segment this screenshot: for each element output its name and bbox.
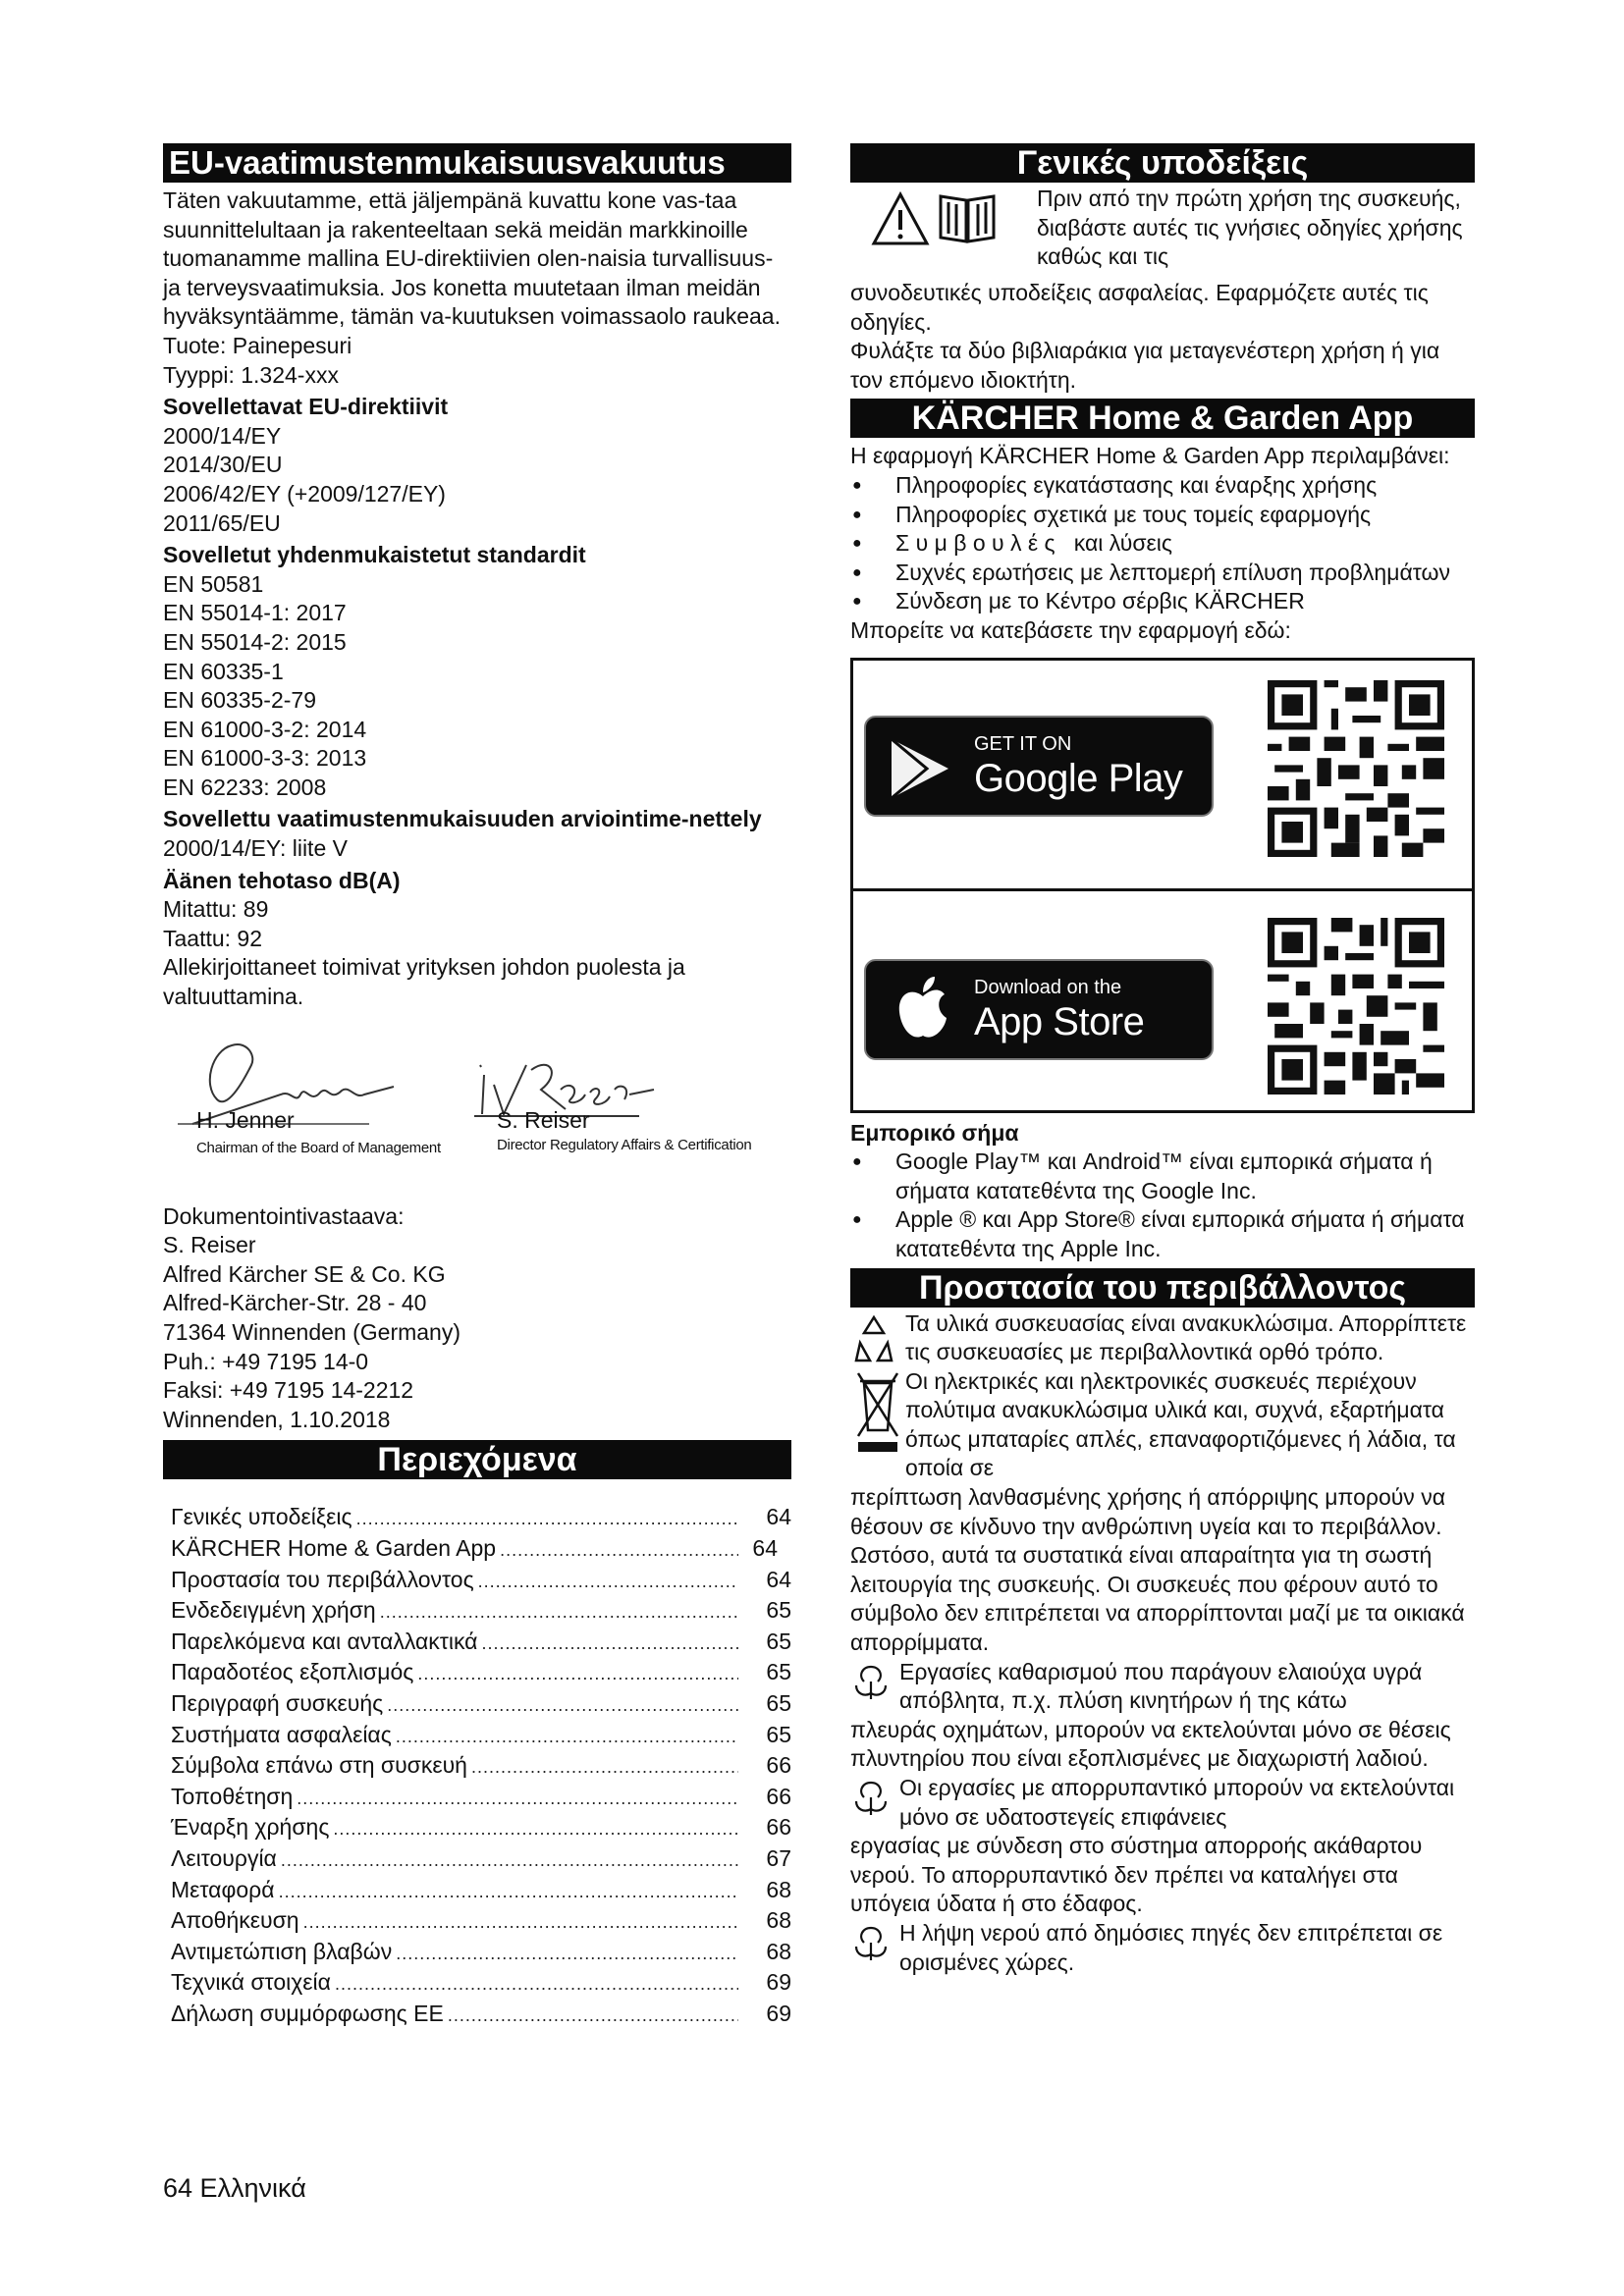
- google-play-small-text: GET IT ON: [974, 732, 1072, 755]
- sound-guaranteed: Taattu: 92: [163, 925, 263, 951]
- general-notes-continued: συνοδευτικές υποδείξεις ασφαλείας. Εφαρμόζετε αυτές τις οδηγίες.: [850, 280, 1429, 335]
- toc-entry[interactable]: [163, 1628, 791, 1659]
- toc-entry-page: 67: [766, 1844, 791, 1871]
- contact-line: Alfred Kärcher SE & Co. KG: [163, 1260, 446, 1287]
- directive-item: 2011/65/EU: [163, 509, 281, 536]
- toc-entry-title: Αποθήκευση: [171, 1907, 299, 1934]
- toc-entry-page: 65: [766, 1721, 791, 1747]
- toc-entry[interactable]: [163, 1876, 791, 1907]
- directives-heading: Sovellettavat EU-direktiivit: [163, 394, 449, 420]
- toc-leader: [500, 1534, 738, 1566]
- app-store-small-text: Download on the: [974, 976, 1122, 998]
- contact-line: Alfred-Kärcher-Str. 28 - 40: [163, 1290, 427, 1316]
- sound-measured: Mitattu: 89: [163, 896, 269, 923]
- assessment-value: 2000/14/EY: liite V: [163, 835, 348, 862]
- directive-item: 2006/42/EY (+2009/127/EY): [163, 480, 446, 507]
- toc-leader: [417, 1658, 738, 1689]
- toc-leader: [356, 1503, 738, 1534]
- contact-line: Faksi: +49 7195 14-2212: [163, 1377, 414, 1404]
- toc-entry[interactable]: [163, 1938, 791, 1969]
- toc-entry[interactable]: [163, 1844, 791, 1876]
- app-feature: ● Πληροφορίες εγκατάστασης και έναρξης χρήσης: [850, 471, 1475, 501]
- toc-leader: [335, 1968, 738, 2000]
- toc-entry-page: 65: [766, 1597, 791, 1624]
- google-play-big-text: Google Play: [974, 756, 1183, 800]
- toc-entry[interactable]: [163, 1751, 791, 1783]
- toc-entry[interactable]: [163, 1596, 791, 1628]
- toc-entry-page: 64: [766, 1504, 791, 1530]
- toc-entry[interactable]: [163, 1689, 791, 1721]
- toc-entry-page: 64: [766, 1566, 791, 1592]
- toc-entry-title: Γενικές υποδείξεις: [171, 1504, 352, 1530]
- signer-1-title: Chairman of the Board of Management: [196, 1139, 441, 1156]
- toc-entry[interactable]: [163, 1813, 791, 1844]
- standard-item: EN 60335-1: [163, 658, 284, 684]
- app-store-big-text: App Store: [974, 999, 1145, 1043]
- toc-entry-page: 66: [766, 1783, 791, 1809]
- toc-entry-page: 68: [766, 1907, 791, 1934]
- environment-care-icon: [852, 1664, 890, 1701]
- product-line: Tuote: Painepesuri: [163, 332, 352, 358]
- env-water-text: Η λήψη νερού από δημόσιες πηγές δεν επιτρέπεται σε ορισμένες χώρες.: [899, 1919, 1443, 1975]
- environment-heading: Προστασία του περιβάλλοντος: [850, 1268, 1475, 1308]
- app-intro: Η εφαρμογή KÄRCHER Home & Garden App περιλαμβάνει:: [850, 443, 1450, 469]
- toc-leader: [396, 1938, 738, 1969]
- toc-entry-title: Συστήματα ασφαλείας: [171, 1721, 392, 1747]
- recycle-icon: [854, 1313, 893, 1366]
- toc-entry-title: KÄRCHER Home & Garden App: [171, 1534, 497, 1561]
- toc-entry-page: 65: [766, 1689, 791, 1716]
- right-column: [850, 143, 1475, 1977]
- toc-entry-title: Δήλωση συμμόρφωσης ΕΕ: [171, 2000, 444, 2026]
- general-notes-keep: Φυλάξτε τα δύο βιβλιαράκια για μεταγενέστερη χρήση ή για τον επόμενο ιδιοκτήτη.: [850, 338, 1440, 393]
- general-notes-intro: [850, 185, 1475, 279]
- app-store-qr-code: [1268, 918, 1444, 1095]
- eu-declaration-text: Täten vakuutamme, että jäljempänä kuvattu kone vas-taa suunnittelultaan ja rakenteeltaan sekä meidän markkinoille tuomanamme mallina EU-direktiivien olen-naisia turvallisuus- ja terveysvaatimuksia. Jos konetta muutetaan ilman meidän hyväksyntäämme, tämän va-kuutuksen voimassaolo raukeaa.: [163, 187, 781, 330]
- env-weee-text: Οι ηλεκτρικές και ηλεκτρονικές συσκευές περιέχουν πολύτιμα ανακυκλώσιμα υλικά και, συχνά, εξαρτήματα όπως μπαταρίες απλές, επαναφορτιζόμενες ή λάδια, τα οποία σε: [905, 1367, 1456, 1481]
- contact-line: 71364 Winnenden (Germany): [163, 1319, 460, 1345]
- trademark-heading: Εμπορικό σήμα: [850, 1119, 1019, 1146]
- standard-item: EN 61000-3-2: 2014: [163, 716, 367, 742]
- play-store-icon: [888, 735, 952, 802]
- toc-entry-title: Τεχνικά στοιχεία: [171, 1969, 331, 1996]
- trademark-item: ● Apple ® και App Store® είναι εμπορικά σήματα ή σήματα κατατεθέντα της Apple Inc.: [850, 1205, 1475, 1263]
- toc-leader: [478, 1566, 738, 1597]
- toc-entry[interactable]: [163, 1783, 791, 1814]
- toc-entry-title: Ενδεδειγμένη χρήση: [171, 1597, 376, 1624]
- toc-entry-page: 69: [766, 1969, 791, 1996]
- toc-entry[interactable]: [163, 1968, 791, 2000]
- toc-leader: [396, 1721, 738, 1752]
- standards-list: [163, 570, 791, 803]
- app-heading: KÄRCHER Home & Garden App: [850, 399, 1475, 438]
- directive-item: 2000/14/EY: [163, 422, 282, 449]
- toc-entry-page: 64: [752, 1534, 778, 1561]
- env-weee-note: [850, 1367, 1475, 1483]
- toc-entry-title: Παραδοτέος εξοπλισμός: [171, 1659, 414, 1685]
- toc-leader: [387, 1689, 738, 1721]
- env-oil-text: Εργασίες καθαρισμού που παράγουν ελαιούχα υγρά απόβλητα, π.χ. πλύση κινητήρων ή της κάτω: [899, 1658, 1423, 1714]
- app-feature: ● Σ υ μ β ο υ λ έ ς και λύσεις: [850, 529, 1475, 559]
- google-play-badge[interactable]: [864, 716, 1214, 817]
- crossed-bin-icon: [856, 1371, 899, 1454]
- contact-line: Winnenden, 1.10.2018: [163, 1406, 391, 1432]
- directive-item: 2014/30/EU: [163, 452, 283, 478]
- standard-item: EN 60335-2-79: [163, 687, 316, 714]
- toc-leader: [481, 1628, 738, 1659]
- toc-entry[interactable]: [163, 1534, 791, 1566]
- env-detergent-text-continued: εργασίας με σύνδεση στο σύστημα απορροής ακάθαρτου νερού. Το απορρυπαντικό δεν πρέπει να καταλήγει στα υπόγεια ύδατα ή στο έδαφος.: [850, 1833, 1423, 1917]
- toc-entry-page: 65: [766, 1628, 791, 1654]
- directives-list: [163, 422, 791, 538]
- app-feature: ● Συχνές ερωτήσεις με λεπτομερή επίλυση προβλημάτων: [850, 559, 1475, 588]
- toc-entry-page: 65: [766, 1659, 791, 1685]
- env-oil-note: [850, 1658, 1475, 1716]
- left-column: [163, 143, 791, 2030]
- env-detergent-note: [850, 1774, 1475, 1832]
- page-footer: 64 Ελληνικά: [163, 2173, 306, 2203]
- signature-block: [163, 1026, 791, 1202]
- standard-item: EN 50581: [163, 570, 264, 597]
- toc-entry[interactable]: [163, 1721, 791, 1752]
- trademark-list: [850, 1148, 1475, 1263]
- standard-item: EN 55014-2: 2015: [163, 628, 347, 655]
- contact-line: Dokumentointivastaava:: [163, 1202, 405, 1229]
- toc-entry-title: Τοποθέτηση: [171, 1783, 294, 1809]
- toc-entry-page: 66: [766, 1752, 791, 1779]
- sound-heading: Äänen tehotaso dB(A): [163, 867, 401, 893]
- signer-2-title: Director Regulatory Affairs & Certification: [497, 1136, 752, 1153]
- store-divider: [853, 888, 1472, 891]
- signatories-text: Allekirjoittaneet toimivat yrityksen johdon puolesta ja valtuuttamina.: [163, 954, 685, 1010]
- type-line: Tyyppi: 1.324-xxx: [163, 361, 339, 388]
- general-notes-text: Πριν από την πρώτη χρήση της συσκευής, διαβάστε αυτές τις γνήσιες οδηγίες χρήσης καθώς και τις: [1037, 186, 1463, 270]
- signer-1-name: H. Jenner: [196, 1106, 295, 1133]
- toc-entry-page: 68: [766, 1938, 791, 1964]
- toc-entry-title: Παρελκόμενα και ανταλλακτικά: [171, 1628, 478, 1654]
- environment-care-icon: [852, 1925, 890, 1962]
- documentation-contact: [163, 1202, 791, 1435]
- toc-entry[interactable]: [163, 1906, 791, 1938]
- toc-entry[interactable]: [163, 1503, 791, 1534]
- toc-leader: [333, 1813, 738, 1844]
- app-store-badge[interactable]: [864, 959, 1214, 1060]
- toc-entry-title: Σύμβολα επάνω στη συσκευή: [171, 1752, 467, 1779]
- contact-line: S. Reiser: [163, 1232, 256, 1258]
- toc-leader: [281, 1844, 738, 1876]
- toc-entry-title: Μεταφορά: [171, 1876, 275, 1902]
- app-feature: ● Πληροφορίες σχετικά με τους τομείς εφαρμογής: [850, 501, 1475, 530]
- app-feature: ● Σύνδεση με το Κέντρο σέρβις KÄRCHER: [850, 587, 1475, 616]
- warning-icon: [870, 190, 931, 247]
- env-weee-text-continued: περίπτωση λανθασμένης χρήσης ή απόρριψης μπορούν να θέσουν σε κίνδυνο την ανθρώπινη υγεία και το περιβάλλον. Ωστόσο, αυτά τα συστατικά είναι απαραίτητα για τη σωστή λειτουργία της συσκευής. Οι συσκευές που φέρουν αυτό το σύμβολο δεν επιτρέπεται να απορρίπτονται μαζί με τα οικιακά απορρίμματα.: [850, 1484, 1465, 1656]
- env-detergent-text: Οι εργασίες με απορρυπαντικό μπορούν να εκτελούνται μόνο σε υδατοστεγείς επιφάνειες: [899, 1775, 1455, 1830]
- env-packaging-text: Τα υλικά συσκευασίας είναι ανακυκλώσιμα. Απορρίπτετε τις συσκευασίες με περιβαλλοντικά ορθό τρόπο.: [905, 1309, 1467, 1365]
- trademark-item: ● Google Play™ και Android™ είναι εμπορικά σήματα ή σήματα κατατεθέντα της Google Inc.: [850, 1148, 1475, 1205]
- general-notes-heading: Γενικές υποδείξεις: [850, 143, 1475, 183]
- env-water-note: [850, 1919, 1475, 1977]
- environment-care-icon: [852, 1780, 890, 1817]
- toc-entry-title: Έναρξη χρήσης: [171, 1814, 330, 1841]
- toc-leader: [380, 1596, 738, 1628]
- signer-2-name: S. Reiser: [497, 1106, 590, 1133]
- toc-leader: [471, 1751, 738, 1783]
- assessment-heading: Sovellettu vaatimustenmukaisuuden arviointime-nettely: [163, 806, 762, 832]
- standard-item: EN 61000-3-3: 2013: [163, 745, 367, 772]
- toc-entry-title: Περιγραφή συσκευής: [171, 1689, 384, 1716]
- app-features-list: [850, 471, 1475, 616]
- table-of-contents: [163, 1503, 791, 2030]
- toc-entry-title: Λειτουργία: [171, 1844, 277, 1871]
- eu-declaration-heading: EU-vaatimustenmukaisuusvakuutus: [163, 143, 791, 183]
- toc-leader: [297, 1783, 738, 1814]
- manual-book-icon: [937, 188, 998, 243]
- standard-item: EN 62233: 2008: [163, 774, 327, 800]
- toc-entry[interactable]: [163, 2000, 791, 2031]
- toc-entry-title: Προστασία του περιβάλλοντος: [171, 1566, 474, 1592]
- store-links-box: [850, 658, 1475, 1113]
- toc-leader: [448, 2000, 738, 2031]
- app-download-text: Μπορείτε να κατεβάσετε την εφαρμογή εδώ:: [850, 616, 1291, 643]
- toc-heading: Περιεχόμενα: [163, 1440, 791, 1479]
- toc-entry-title: Αντιμετώπιση βλαβών: [171, 1938, 393, 1964]
- env-packaging-note: [850, 1309, 1475, 1367]
- toc-entry-page: 68: [766, 1876, 791, 1902]
- toc-entry-page: 66: [766, 1814, 791, 1841]
- contact-line: Puh.: +49 7195 14-0: [163, 1348, 369, 1374]
- toc-entry[interactable]: [163, 1658, 791, 1689]
- env-oil-text-continued: πλευράς οχημάτων, μπορούν να εκτελούνται μόνο σε θέσεις πλυντηρίου που είναι εξοπλισμένες με διαχωριστή λαδιού.: [850, 1716, 1451, 1772]
- standards-heading: Sovelletut yhdenmukaistetut standardit: [163, 542, 586, 568]
- toc-entry[interactable]: [163, 1566, 791, 1597]
- toc-leader: [279, 1876, 738, 1907]
- toc-leader: [303, 1906, 738, 1938]
- standard-item: EN 55014-1: 2017: [163, 600, 347, 626]
- apple-icon: [895, 975, 950, 1043]
- toc-entry-page: 69: [766, 2000, 791, 2026]
- google-play-qr-code: [1268, 680, 1444, 857]
